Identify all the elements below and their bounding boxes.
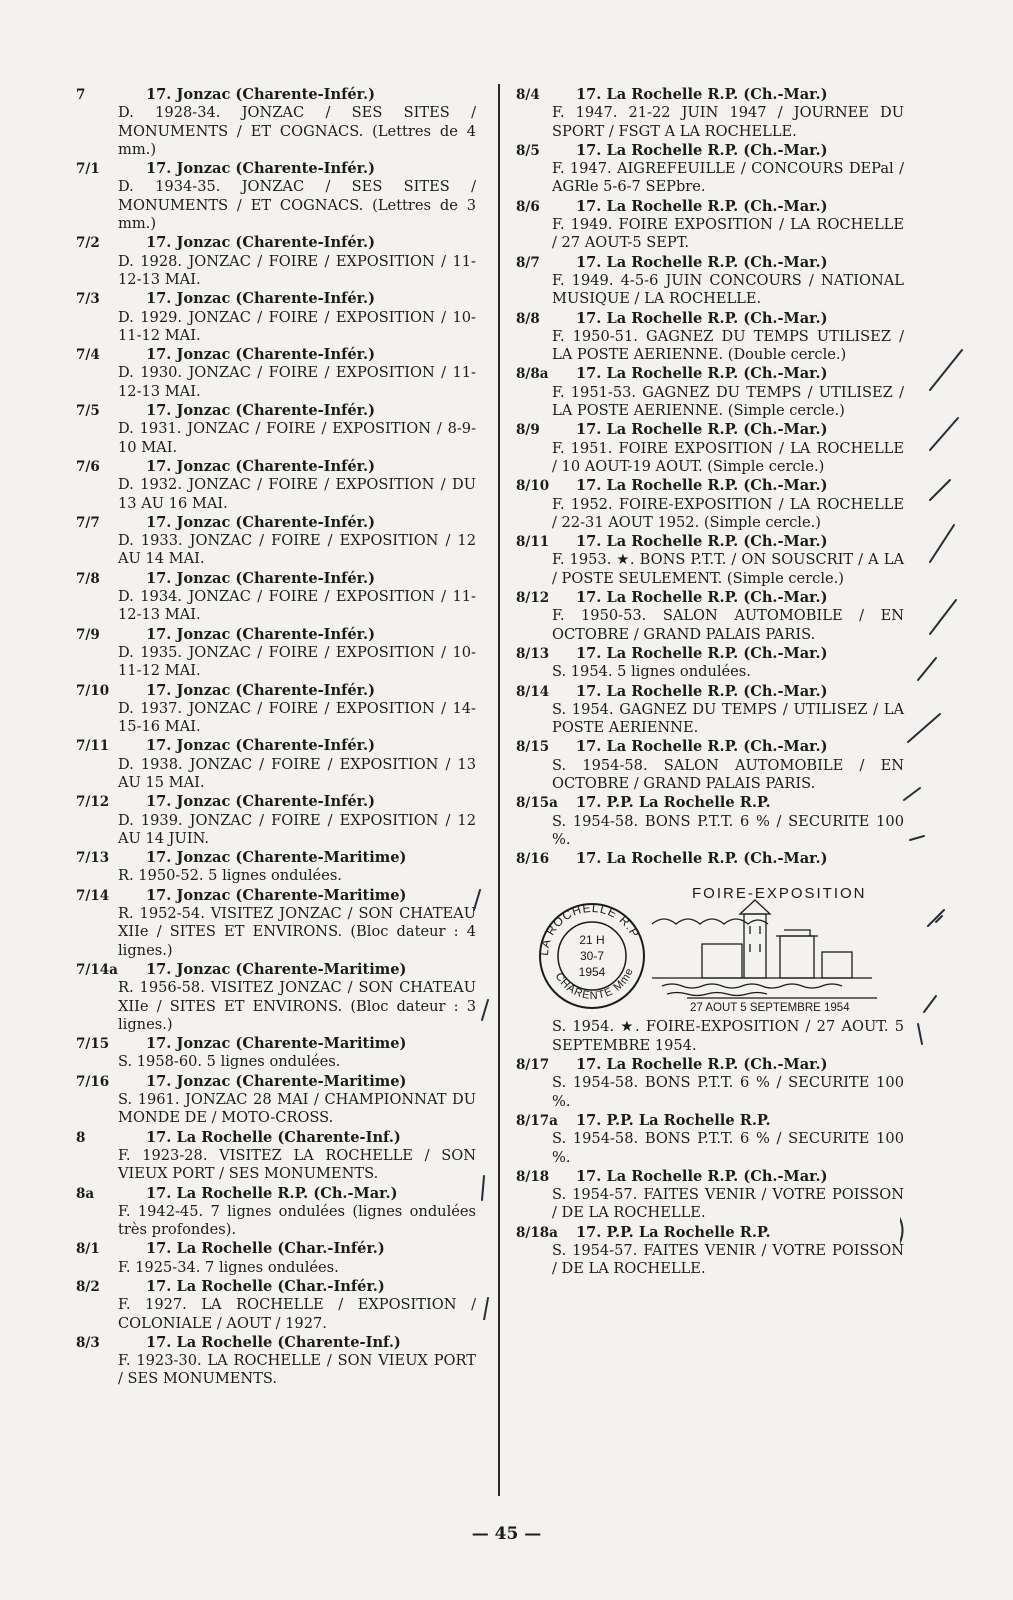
- entry-description: F. 1952. FOIRE-EXPOSITION / LA ROCHELLE / 22-31 AOUT 1952. (Simple cercle.): [552, 495, 904, 531]
- catalog-entry: [76, 682, 476, 737]
- left-column: [76, 86, 476, 1390]
- stamp-banner: FOIRE-EXPOSITION: [692, 885, 867, 903]
- entry-heading: 17. La Rochelle (Char.-Infér.): [146, 1240, 385, 1258]
- entry-code: 8/15a: [516, 795, 558, 812]
- entry-heading: 17. Jonzac (Charente-Maritime): [146, 886, 407, 904]
- entry-code: 8: [76, 1129, 86, 1146]
- entry-description: D. 1934. JONZAC / FOIRE / EXPOSITION / 11-12-13 MAI.: [118, 588, 476, 624]
- pen-check-mark: [484, 1298, 488, 1320]
- entry-code: 7/2: [76, 235, 100, 252]
- entry-description: F. 1923-30. LA ROCHELLE / SON VIEUX PORT / SES MONUMENTS.: [118, 1352, 476, 1388]
- svg-text:LA ROCHELLE R.P: [537, 901, 643, 956]
- catalog-entry: [516, 589, 904, 644]
- entry-code: 7/5: [76, 403, 100, 420]
- postmark-illustration: [522, 874, 904, 1014]
- stamp-year: 1954: [578, 965, 606, 980]
- entry-heading: 17. La Rochelle R.P. (Ch.-Mar.): [576, 682, 828, 700]
- entry-code: 7/14: [76, 887, 110, 904]
- entry-description: D. 1935. JONZAC / FOIRE / EXPOSITION / 10-11-12 MAI.: [118, 643, 476, 680]
- pen-bracket: [900, 1210, 903, 1250]
- catalog-entry: [516, 198, 904, 253]
- entry-heading: 17. La Rochelle R.P. (Ch.-Mar.): [576, 141, 828, 159]
- entry-description: D. 1938. JONZAC / FOIRE / EXPOSITION / 13 AU 15 MAI.: [118, 755, 476, 791]
- right-entries-top: [516, 86, 904, 868]
- entry-description: S. 1961. JONZAC 28 MAI / CHAMPIONNAT DU MONDE DE / MOTO-CROSS.: [118, 1091, 476, 1127]
- catalog-entry: [76, 570, 476, 625]
- catalog-entry: [516, 850, 904, 868]
- entry-description: F. 1951-53. GAGNEZ DU TEMPS / UTILISEZ / LA POSTE AERIENNE. (Simple cercle.): [552, 383, 904, 420]
- entry-heading: 17. La Rochelle R.P. (Ch.-Mar.): [576, 477, 828, 495]
- entry-heading: 17. La Rochelle R.P. (Ch.-Mar.): [576, 197, 828, 215]
- entry-description: F. 1927. LA ROCHELLE / EXPOSITION / COLONIALE / AOUT / 1927.: [118, 1296, 476, 1332]
- entry-heading: 17. Jonzac (Charente-Infér.): [146, 681, 376, 699]
- catalog-entry: [76, 961, 476, 1034]
- entry-code: 7/4: [76, 347, 100, 364]
- entry-heading: 17. La Rochelle (Char.-Infér.): [146, 1278, 385, 1295]
- entry-description: D. 1933. JONZAC / FOIRE / EXPOSITION / 12 AU 14 MAI.: [118, 532, 476, 568]
- entry-code: 8/15: [516, 739, 550, 756]
- entry-code: 8/18: [516, 1168, 550, 1185]
- pen-check-mark: [930, 525, 954, 562]
- circular-cancel: [537, 901, 644, 1008]
- pen-check-mark: [910, 836, 924, 840]
- pen-check-mark: [474, 890, 480, 910]
- catalog-entry: [76, 458, 476, 513]
- stamp-date: 30-7: [579, 949, 605, 964]
- entry-heading: 17. Jonzac (Charente-Infér.): [146, 160, 376, 178]
- entry-code: 8/3: [76, 1334, 100, 1351]
- entry-code: 7/3: [76, 291, 100, 308]
- entry-code: 7/11: [76, 738, 110, 755]
- entry-code: 7/16: [76, 1073, 110, 1090]
- pen-check-mark: [482, 1000, 488, 1020]
- entry-code: 7: [76, 87, 86, 103]
- entry-heading: 17. Jonzac (Charente-Infér.): [146, 86, 376, 103]
- catalog-entry: [76, 1129, 476, 1184]
- entry-description: F. 1949. FOIRE EXPOSITION / LA ROCHELLE / 27 AOUT-5 SEPT.: [552, 216, 904, 252]
- catalog-entry: [516, 1018, 904, 1055]
- catalog-entry: [76, 737, 476, 792]
- entry-code: 8/8a: [516, 366, 549, 383]
- pen-check-mark: [930, 350, 962, 390]
- entry-description: D. 1932. JONZAC / FOIRE / EXPOSITION / DU 13 AU 16 MAI.: [118, 476, 476, 512]
- entry-heading: 17. La Rochelle R.P. (Ch.-Mar.): [576, 533, 828, 551]
- entry-description: F. 1950-53. SALON AUTOMOBILE / EN OCTOBRE / GRAND PALAIS PARIS.: [552, 607, 904, 643]
- entry-heading: 17. Jonzac (Charente-Infér.): [146, 569, 376, 587]
- entry-code: 7/9: [76, 626, 100, 643]
- entry-code: 8a: [76, 1185, 95, 1202]
- entry-description: F. 1949. 4-5-6 JUIN CONCOURS / NATIONAL MUSIQUE / LA ROCHELLE.: [552, 271, 904, 308]
- harbor-tower-drawing: [652, 900, 872, 996]
- entry-description: D. 1934-35. JONZAC / SES SITES / MONUMENTS / ET COGNACS. (Lettres de 3 mm.): [118, 178, 476, 233]
- entry-code: 8/9: [516, 422, 540, 439]
- stamp-ring-bottom: CHARENTE Mme: [552, 966, 637, 1003]
- entry-heading: 17. Jonzac (Charente-Infér.): [146, 513, 376, 531]
- catalog-entry: [516, 310, 904, 365]
- pen-check-mark: [908, 714, 940, 742]
- entry-heading: 17. La Rochelle R.P. (Ch.-Mar.): [576, 86, 828, 103]
- entry-code: 8/13: [516, 645, 550, 662]
- pen-check-mark: [930, 418, 958, 450]
- entry-heading: 17. La Rochelle (Charente-Inf.): [146, 1333, 401, 1351]
- entry-code: 8/5: [516, 142, 540, 159]
- entry-heading: 17. Jonzac (Charente-Maritime): [146, 849, 407, 867]
- catalog-entry: [76, 1334, 476, 1389]
- entry-code: 8/17: [516, 1057, 550, 1074]
- catalog-entry: [76, 346, 476, 401]
- catalog-entry: [76, 160, 476, 233]
- entry-description: F. 1950-51. GAGNEZ DU TEMPS UTILISEZ / LA POSTE AERIENNE. (Double cercle.): [552, 327, 904, 364]
- entry-heading: 17. P.P. La Rochelle R.P.: [576, 1111, 771, 1129]
- entry-heading: 17. La Rochelle R.P. (Ch.-Mar.): [576, 1056, 828, 1074]
- catalog-entry: [516, 683, 904, 738]
- entry-description: R. 1952-54. VISITEZ JONZAC / SON CHATEAU XIIe / SITES ET ENVIRONS. (Bloc dateur : 4 lignes.): [118, 905, 476, 959]
- entry-description: F. 1947. 21-22 JUIN 1947 / JOURNEE DU SPORT / FSGT A LA ROCHELLE.: [552, 104, 904, 140]
- entry-code: 7/15: [76, 1036, 110, 1053]
- catalog-entry: [516, 1168, 904, 1223]
- postmark-svg: [522, 874, 882, 1014]
- entry-description: S. 1954-58. BONS P.T.T. 6 % / SECURITE 100 %.: [552, 812, 904, 848]
- entry-description: R. 1950-52. 5 lignes ondulées.: [118, 867, 342, 885]
- entry-description: D. 1930. JONZAC / FOIRE / EXPOSITION / 11-12-13 MAI.: [118, 364, 476, 400]
- entry-description: D. 1939. JONZAC / FOIRE / EXPOSITION / 12 AU 14 JUIN.: [118, 811, 476, 847]
- entry-description: F. 1923-28. VISITEZ LA ROCHELLE / SON VIEUX PORT / SES MONUMENTS.: [118, 1146, 476, 1183]
- pen-check-mark: [930, 480, 950, 500]
- catalog-entry: [516, 421, 904, 476]
- page-number: — 45 —: [471, 1524, 542, 1544]
- handwritten-marks-left: [460, 880, 500, 1320]
- catalog-entry: [76, 849, 476, 886]
- catalog-entry: [516, 254, 904, 309]
- catalog-entry: [76, 626, 476, 681]
- entry-description: F. 1947. AIGREFEUILLE / CONCOURS DEPal / AGRle 5-6-7 SEPbre.: [552, 160, 904, 196]
- pen-check-mark: [930, 600, 956, 634]
- entry-code: 8/11: [516, 534, 550, 551]
- catalog-entry: [516, 365, 904, 420]
- catalog-entry: [516, 738, 904, 793]
- entry-description: F. 1925-34. 7 lignes ondulées.: [118, 1258, 339, 1276]
- catalog-entry: [76, 1240, 476, 1277]
- entry-code: 7/6: [76, 458, 100, 475]
- catalog-entry: [76, 514, 476, 569]
- entry-description: D. 1928. JONZAC / FOIRE / EXPOSITION / 11-12-13 MAI.: [118, 252, 476, 288]
- entry-heading: 17. Jonzac (Charente-Infér.): [146, 457, 376, 475]
- pen-check-mark: [928, 910, 944, 926]
- pen-check-mark: [904, 788, 920, 800]
- catalog-entry: [76, 402, 476, 457]
- entry-description: S. 1954-58. BONS P.T.T. 6 % / SECURITE 100 %.: [552, 1130, 904, 1166]
- entry-heading: 17. Jonzac (Charente-Infér.): [146, 793, 376, 811]
- right-entries-bottom: [516, 1018, 904, 1278]
- catalog-entry: [76, 1278, 476, 1333]
- catalog-entry: [76, 1185, 476, 1240]
- catalog-entry: [516, 1112, 904, 1167]
- catalog-entry: [516, 794, 904, 849]
- catalog-entry: [76, 1073, 476, 1128]
- entry-description: D. 1929. JONZAC / FOIRE / EXPOSITION / 10-11-12 MAI.: [118, 308, 476, 344]
- catalog-entry: [76, 793, 476, 848]
- handwritten-marks: [900, 340, 1010, 1340]
- entry-description: S. 1954-58. SALON AUTOMOBILE / EN OCTOBRE / GRAND PALAIS PARIS.: [552, 756, 904, 792]
- entry-heading: 17. Jonzac (Charente-Infér.): [146, 737, 376, 755]
- entry-code: 7/13: [76, 850, 110, 867]
- entry-description: D. 1937. JONZAC / FOIRE / EXPOSITION / 14-15-16 MAI.: [118, 699, 476, 736]
- pen-check-mark: [924, 996, 936, 1012]
- catalog-entry: [76, 86, 476, 159]
- entry-heading: 17. Jonzac (Charente-Maritime): [146, 1072, 407, 1090]
- catalog-entry: [516, 645, 904, 682]
- entry-heading: 17. La Rochelle R.P. (Ch.-Mar.): [576, 1167, 828, 1185]
- entry-code: 8/17a: [516, 1112, 558, 1129]
- entry-code: 8/18a: [516, 1224, 558, 1241]
- entry-code: 8/16: [516, 851, 550, 868]
- entry-description: S. 1954-57. FAITES VENIR / VOTRE POISSON / DE LA ROCHELLE.: [552, 1186, 904, 1222]
- entry-code: 7/14a: [76, 961, 118, 978]
- entry-description: R. 1956-58. VISITEZ JONZAC / SON CHATEAU XIIe / SITES ET ENVIRONS. (Bloc dateur : 3 lignes.): [118, 979, 476, 1033]
- entry-description: F. 1951. FOIRE EXPOSITION / LA ROCHELLE / 10 AOUT-19 AOUT. (Simple cercle.): [552, 439, 904, 475]
- catalog-entry: [516, 533, 904, 588]
- catalog-entry: [76, 290, 476, 345]
- entry-code: 8/7: [516, 254, 540, 271]
- entry-description: S. 1954. 5 lignes ondulées.: [552, 663, 751, 681]
- pen-check-mark: [918, 658, 936, 680]
- entry-code: 7/7: [76, 514, 100, 531]
- entry-heading: 17. La Rochelle R.P. (Ch.-Mar.): [576, 589, 828, 607]
- entry-heading: 17. La Rochelle R.P. (Ch.-Mar.): [576, 738, 828, 756]
- entry-description: F. 1953. ★. BONS P.T.T. / ON SOUSCRIT / A LA / POSTE SEULEMENT. (Simple cercle.): [552, 551, 904, 587]
- entry-description: S. 1954-58. BONS P.T.T. 6 % / SECURITE 100 %.: [552, 1074, 904, 1110]
- entry-heading: 17. Jonzac (Charente-Infér.): [146, 402, 376, 420]
- entry-code: 8/14: [516, 683, 550, 700]
- entry-heading: 17. La Rochelle R.P. (Ch.-Mar.): [576, 365, 828, 383]
- catalog-entry: [516, 86, 904, 141]
- catalog-entry: [76, 234, 476, 289]
- stamp-dates-line: 27 AOUT 5 SEPTEMBRE 1954: [690, 1002, 850, 1015]
- entry-code: 7/10: [76, 682, 110, 699]
- catalog-entry: [516, 477, 904, 532]
- entry-code: 8/4: [516, 87, 540, 103]
- entry-heading: 17. Jonzac (Charente-Infér.): [146, 625, 376, 643]
- entry-description: S. 1954. GAGNEZ DU TEMPS / UTILISEZ / LA POSTE AERIENNE.: [552, 700, 904, 737]
- entry-code: 8/6: [516, 198, 540, 215]
- stamp-ring-text: LA ROCHELLE R.P: [536, 901, 643, 957]
- entry-code: 8/8: [516, 310, 540, 327]
- entry-code: 7/1: [76, 161, 100, 178]
- entry-description: D. 1928-34. JONZAC / SES SITES / MONUMENTS / ET COGNACS. (Lettres de 4 mm.): [118, 104, 476, 158]
- entry-heading: 17. Jonzac (Charente-Infér.): [146, 346, 376, 364]
- entry-heading: 17. Jonzac (Charente-Infér.): [146, 290, 376, 308]
- catalog-entry: [516, 1224, 904, 1279]
- entry-heading: 17. La Rochelle R.P. (Ch.-Mar.): [576, 421, 828, 439]
- entry-description: D. 1931. JONZAC / FOIRE / EXPOSITION / 8-9-10 MAI.: [118, 420, 476, 456]
- entry-description: S. 1954. ★. FOIRE-EXPOSITION / 27 AOUT. 5 SEPTEMBRE 1954.: [552, 1018, 904, 1054]
- catalog-entry: [516, 1056, 904, 1111]
- entry-heading: 17. La Rochelle R.P. (Ch.-Mar.): [576, 850, 828, 868]
- entry-heading: 17. La Rochelle R.P. (Ch.-Mar.): [576, 644, 828, 662]
- entry-heading: 17. P.P. La Rochelle R.P.: [576, 794, 771, 812]
- stamp-time: 21 H: [579, 933, 605, 948]
- entry-heading: 17. P.P. La Rochelle R.P.: [576, 1223, 771, 1241]
- entry-heading: 17. La Rochelle R.P. (Ch.-Mar.): [576, 309, 828, 327]
- entry-code: 8/12: [516, 590, 550, 607]
- right-column: [516, 86, 904, 1280]
- entry-code: 7/8: [76, 570, 100, 587]
- entry-description: F. 1942-45. 7 lignes ondulées (lignes ondulées très profondes).: [118, 1202, 476, 1239]
- entry-description: S. 1954-57. FAITES VENIR / VOTRE POISSON / DE LA ROCHELLE.: [552, 1242, 904, 1278]
- catalog-entry: [76, 887, 476, 960]
- pen-check-mark: [918, 1024, 922, 1044]
- entry-description: S. 1958-60. 5 lignes ondulées.: [118, 1053, 341, 1071]
- pen-check-mark: [482, 1176, 484, 1200]
- catalog-entry: [76, 1035, 476, 1072]
- entry-heading: 17. La Rochelle R.P. (Ch.-Mar.): [146, 1184, 398, 1202]
- entry-code: 8/10: [516, 478, 550, 495]
- entry-code: 8/1: [76, 1241, 100, 1258]
- entry-code: 8/2: [76, 1279, 100, 1295]
- catalog-entry: [516, 142, 904, 197]
- entry-heading: 17. Jonzac (Charente-Infér.): [146, 234, 376, 252]
- entry-heading: 17. La Rochelle (Charente-Inf.): [146, 1128, 401, 1146]
- entry-heading: 17. Jonzac (Charente-Maritime): [146, 1035, 407, 1053]
- entry-code: 7/12: [76, 794, 110, 811]
- entry-heading: 17. Jonzac (Charente-Maritime): [146, 960, 407, 978]
- entry-heading: 17. La Rochelle R.P. (Ch.-Mar.): [576, 253, 828, 271]
